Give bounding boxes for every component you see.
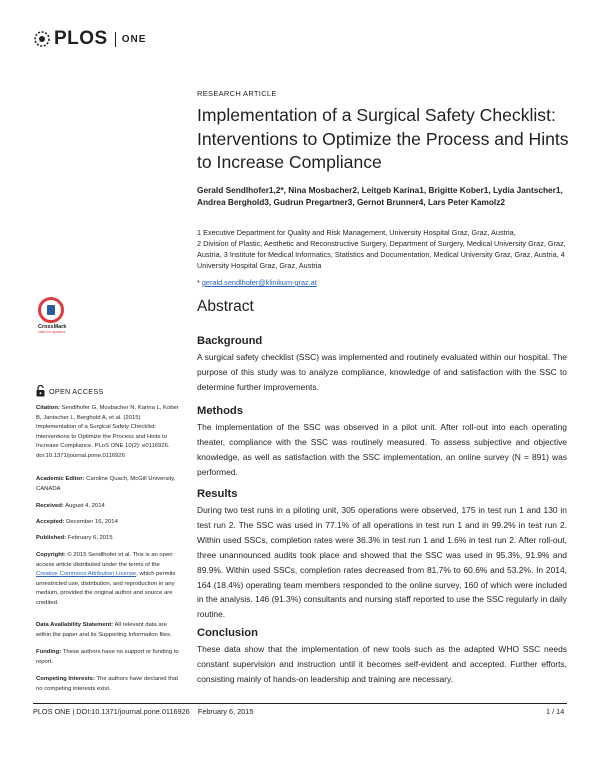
methods-text: The implementation of the SSC was observed in a pilot unit. After roll-out into each operating theater, compliance with the SSC was routinely measured. To assess subjective and objective knowledge, as well as satisfaction with the SSC implementation, an online survey (N = 891) was performed. xyxy=(197,422,567,477)
affiliations xyxy=(197,228,577,272)
copyright-label: Copyright: xyxy=(36,552,66,558)
background-text: A surgical safety checklist (SSC) was implemented and routinely evaluated within our hospital. The purpose of this study was to analyze compliance, knowledge of and satisfaction with the SSC to determine further improvements. xyxy=(197,352,567,392)
corresponding-marker: * xyxy=(197,278,200,287)
editor-text: Caroline Quach, McGill University, CANADA xyxy=(36,476,176,492)
plos-one-logo xyxy=(33,28,146,50)
email-link[interactable]: gerald.sendlhofer@klinikum-graz.at xyxy=(201,278,317,287)
data-availability-block xyxy=(36,621,181,640)
journal-subtitle: ONE xyxy=(121,33,147,45)
published-block xyxy=(36,534,181,544)
results-text: During two test runs in a piloting unit, 305 operations were observed, 175 in test run 1 and 130 in test run 2. The SSC was used in 77.1% of all operations in test run 1 and in 99.2% in test run 2. Within used SSCs, completion rates were 36.3% in test run 1 and 1.6% in test run 2. After roll-out, three unannounced audits took place and showed that the SSC was used in 95.3%, 91.9% and 89.9%. Within used SSCs, completion rates decreased from 81.7% to 60.6% and 53.2%. In 2014, 164 (18.4%) operating team members responded to the online survey, 160 of which were included in the analysis. 146 (91.3%) consultants and nursing staff reported to use the SSC regularly in daily routine. xyxy=(197,505,567,620)
funding-block xyxy=(36,648,181,667)
crossmark-label: CrossMark xyxy=(38,324,67,330)
crossmark-badge[interactable] xyxy=(38,297,68,334)
crossmark-sub: click for updates xyxy=(38,330,66,334)
received-block xyxy=(36,502,181,512)
affiliation-line: 2 Division of Plastic, Aesthetic and Reconstructive Surgery, Department of Surgery, Medical University Graz, Graz, Austria, 3 Institute for Medical Informatics, Statistics and Documentation, Medical University Graz, Graz, Austria, 4 University Hospital Graz, Graz, Austria xyxy=(197,238,566,270)
received-date: August 4, 2014 xyxy=(65,503,105,509)
page-number: 1 / 14 xyxy=(546,707,565,716)
citation-block xyxy=(36,404,181,462)
plos-logo-icon xyxy=(33,30,51,48)
open-access-label: OPEN ACCESS xyxy=(49,386,104,396)
copyright-text-end: , which permits unrestricted use, distribution, and reproduction in any medium, provided the original author and source are credited. xyxy=(36,571,176,606)
affiliation-line: 1 Executive Department for Quality and Risk Management, University Hospital Graz, Graz, Austria, xyxy=(197,228,516,237)
citation-text: Sendlhofer G, Mosbacher N, Karina L, Kober B, Jantscher L, Berghold A, et al. (2015) Implementation of a Surgical Safety Checklist: Interventions to Optimize the Process and Hints to Increase Compliance. PLoS ONE 10(2): e0116926. doi:10.1371/journal.pone.0116926 xyxy=(36,405,179,459)
copyright-block xyxy=(36,551,181,609)
editor-label: Academic Editor: xyxy=(36,476,85,482)
crossmark-icon xyxy=(38,297,64,323)
funding-text: These authors have no support or funding to report. xyxy=(36,649,179,665)
open-access xyxy=(36,385,104,397)
article-type: RESEARCH ARTICLE xyxy=(197,89,277,98)
editor-block xyxy=(36,475,181,494)
results-heading: Results xyxy=(197,488,238,500)
published-label: Published: xyxy=(36,535,67,541)
citation-label: Citation: xyxy=(36,405,60,411)
license-link[interactable]: Creative Commons Attribution License xyxy=(36,571,137,578)
data-availability-label: Data Availability Statement: xyxy=(36,622,114,628)
accepted-date: December 16, 2014 xyxy=(66,519,118,525)
competing-interests-text: The authors have declared that no competing interests exist. xyxy=(36,676,178,692)
background-heading: Background xyxy=(197,335,263,347)
logo-divider xyxy=(115,32,116,47)
abstract-heading: Abstract xyxy=(197,298,254,315)
conclusion-text: These data show that the implementation of new tools such as the adapted WHO SSC needs constant supervision and instruction until it becomes self-evident and accepted. Further efforts, consisting mainly of hands-on leadership and training are necessary. xyxy=(197,644,567,684)
competing-interests-label: Competing Interests: xyxy=(36,676,95,682)
accepted-label: Accepted: xyxy=(36,519,65,525)
corresponding-email xyxy=(197,278,317,287)
conclusion-heading: Conclusion xyxy=(197,627,258,639)
competing-interests-block xyxy=(36,675,181,694)
footer-citation: PLOS ONE | DOI:10.1371/journal.pone.0116926 February 6, 2015 xyxy=(33,707,254,716)
copyright-text: © 2015 Sendlhofer et al. This is an open access article distributed under the terms of the xyxy=(36,552,173,568)
received-label: Received: xyxy=(36,503,64,509)
accepted-block xyxy=(36,518,181,528)
funding-label: Funding: xyxy=(36,649,62,655)
paper-title: Implementation of a Surgical Safety Checklist: Interventions to Optimize the Process and Hints to Increase Compliance xyxy=(197,105,569,173)
data-availability-text: All relevant data are within the paper and its Supporting Information files. xyxy=(36,622,172,638)
methods-heading: Methods xyxy=(197,405,243,417)
journal-name: PLOS xyxy=(54,28,108,49)
published-date: February 6, 2015 xyxy=(67,535,113,541)
open-lock-icon xyxy=(36,385,45,397)
author-list: Gerald Sendlhofer1,2*, Nina Mosbacher2, Leitgeb Karina1, Brigitte Kober1, Lydia Jantscher1, Andrea Berghold3, Gudrun Pregartner3, Gernot Brunner4, Lars Peter Kamolz2 xyxy=(197,185,563,207)
footer-divider xyxy=(33,703,567,704)
